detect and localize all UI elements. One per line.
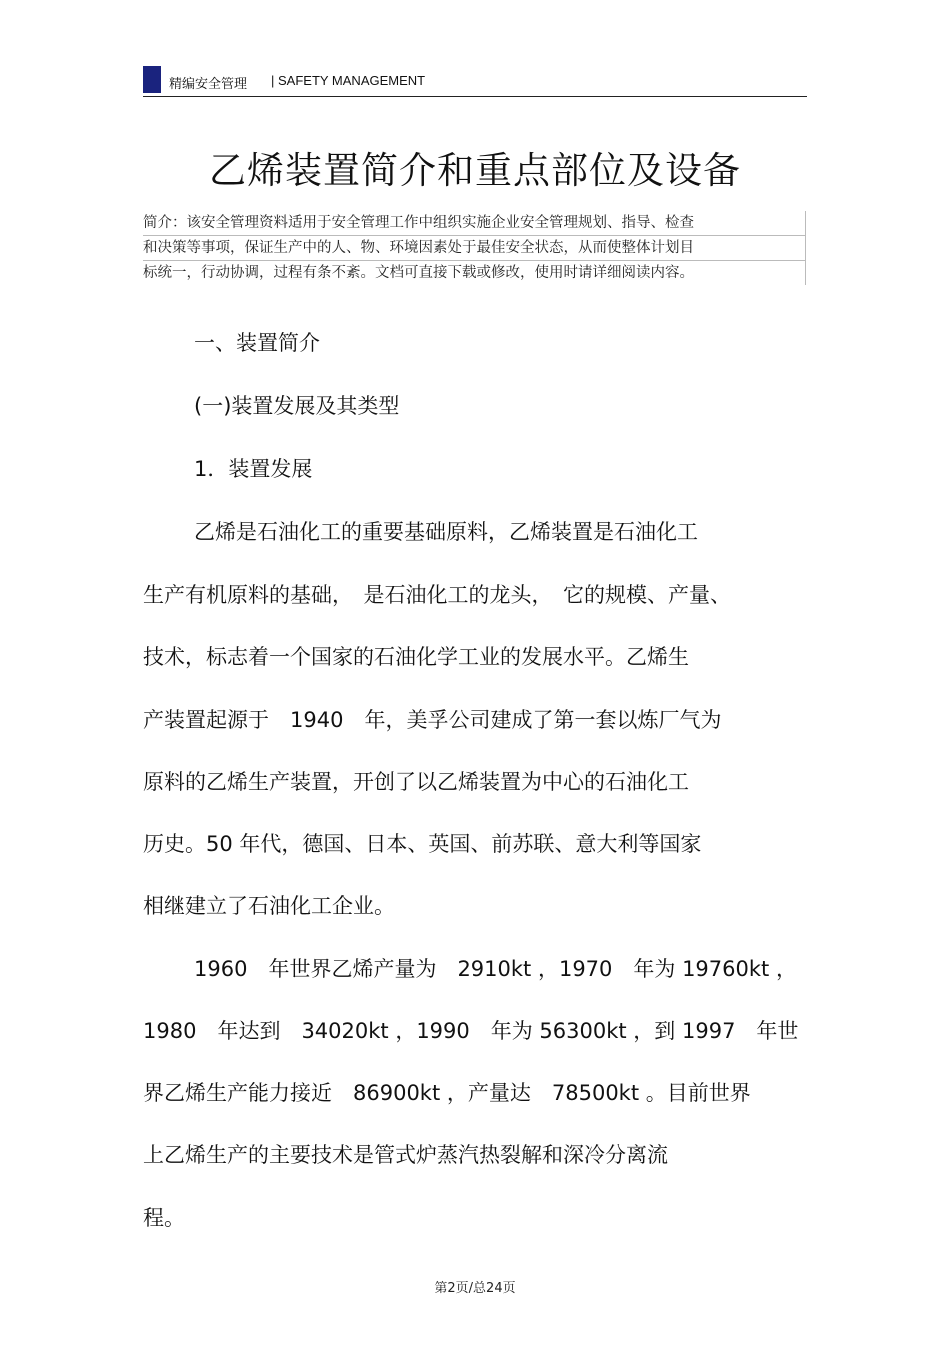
body-line: 技术，标志着一个国家的石油化学工业的发展水平。乙烯生 [143,645,689,669]
body-line: 1960 年世界乙烯产量为 2910kt ，1970 年为 19760kt ， [194,957,797,981]
header-english: | SAFETY MANAGEMENT [271,73,426,88]
subsection-heading: (一)装置发展及其类型 [194,394,400,418]
document-title: 乙烯装置简介和重点部位及设备 [209,149,741,192]
body-line: 原料的乙烯生产装置，开创了以乙烯装置为中心的石油化工 [143,770,689,794]
body-line: 界乙烯生产能力接近 86900kt ，产量达 78500kt 。目前世界 [143,1081,751,1105]
intro-line: 标统一，行动协调，过程有条不紊。文档可直接下载或修改，使用时请详细阅读内容。 [143,265,694,281]
body-line: 乙烯是石油化工的重要基础原料，乙烯装置是石油化工 [194,520,698,544]
page-header [143,66,807,97]
body-line: 程。 [143,1206,185,1230]
page-number: 第2页/总24页 [434,1281,516,1296]
body-line: 历史。50 年代，德国、日本、英国、前苏联、意大利等国家 [143,832,702,856]
section-heading: 一、装置简介 [194,331,320,355]
body-line: 1980 年达到 34020kt ，1990 年为 56300kt ，到 1997 年世 [143,1019,799,1043]
logo-icon [143,66,161,93]
body-line: 相继建立了石油化工企业。 [143,894,395,918]
intro-line: 简介：该安全管理资料适用于安全管理工作中组织实施企业安全管理规划、指导、检查 [143,211,805,236]
body-line: 产装置起源于 1940 年，美孚公司建成了第一套以炼厂气为 [143,708,722,732]
body-line: 上乙烯生产的主要技术是管式炉蒸汽热裂解和深冷分离流 [143,1143,668,1167]
body-line: 生产有机原料的基础， 是石油化工的龙头， 它的规模、产量、 [143,583,731,607]
intro-line: 和决策等事项，保证生产中的人、物、环境因素处于最佳安全状态，从而使整体计划目 [143,236,805,261]
item-heading: 1．装置发展 [194,457,313,481]
header-brand: 精编安全管理 [169,77,248,92]
intro-box [143,211,806,285]
